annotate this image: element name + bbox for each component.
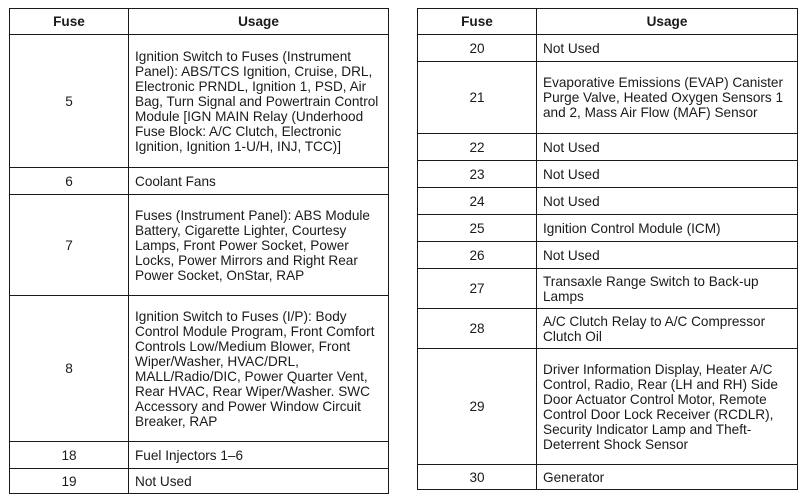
table-row <box>418 35 798 62</box>
fuse-number: 7 <box>10 195 129 296</box>
fuse-number: 21 <box>418 62 537 134</box>
table-row <box>418 188 798 215</box>
left-fuse-table <box>9 8 389 494</box>
fuse-number: 24 <box>418 188 537 215</box>
table-row <box>10 168 389 195</box>
fuse-number: 5 <box>10 35 129 168</box>
table-header-row <box>418 9 798 35</box>
fuse-usage: Generator <box>537 465 798 490</box>
table-row <box>418 349 798 465</box>
fuse-usage: Coolant Fans <box>129 168 389 195</box>
fuse-number: 28 <box>418 309 537 349</box>
fuse-number: 26 <box>418 242 537 269</box>
fuse-usage: Not Used <box>537 188 798 215</box>
fuse-column-header: Fuse <box>10 9 129 35</box>
table-row <box>10 296 389 442</box>
fuse-number: 30 <box>418 465 537 490</box>
table-row <box>10 442 389 469</box>
table-row <box>418 134 798 161</box>
fuse-number: 22 <box>418 134 537 161</box>
fuse-number: 23 <box>418 161 537 188</box>
fuse-usage: Ignition Control Module (ICM) <box>537 215 798 242</box>
fuse-usage: Evaporative Emissions (EVAP) Canister Purge Valve, Heated Oxygen Sensors 1 and 2, Mass Air Flow (MAF) Sensor <box>537 62 798 134</box>
fuse-number: 29 <box>418 349 537 465</box>
right-fuse-table <box>417 8 798 490</box>
fuse-usage: Ignition Switch to Fuses (I/P): Body Control Module Program, Front Comfort Controls Low/Medium Blower, Front Wiper/Washer, HVAC/DRL, MALL/Radio/DIC, Power Quarter Vent, Rear HVAC, Rear Wiper/Washer. SWC Accessory and Power Window Circuit Breaker, RAP <box>129 296 389 442</box>
fuse-usage: Not Used <box>537 134 798 161</box>
fuse-column-header: Fuse <box>418 9 537 35</box>
fuse-usage: Driver Information Display, Heater A/C Control, Radio, Rear (LH and RH) Side Door Actuator Control Motor, Remote Control Door Lock Receiver (RCDLR), Security Indicator Lamp and Theft-Deterrent Shock Sensor <box>537 349 798 465</box>
fuse-number: 8 <box>10 296 129 442</box>
fuse-usage: Not Used <box>129 469 389 494</box>
table-row <box>418 62 798 134</box>
fuse-number: 25 <box>418 215 537 242</box>
fuse-usage: Not Used <box>537 35 798 62</box>
table-row <box>418 309 798 349</box>
table-header-row <box>10 9 389 35</box>
fuse-number: 27 <box>418 269 537 309</box>
table-row <box>418 465 798 490</box>
fuse-number: 19 <box>10 469 129 494</box>
fuse-usage: Not Used <box>537 161 798 188</box>
fuse-usage: Not Used <box>537 242 798 269</box>
table-row <box>418 242 798 269</box>
fuse-usage: Fuses (Instrument Panel): ABS Module Battery, Cigarette Lighter, Courtesy Lamps, Front Power Socket, Power Locks, Power Mirrors and Right Rear Power Socket, OnStar, RAP <box>129 195 389 296</box>
fuse-usage: Ignition Switch to Fuses (Instrument Panel): ABS/TCS Ignition, Cruise, DRL, Electronic PRNDL, Ignition 1, PSD, Air Bag, Turn Signal and Powertrain Control Module [IGN MAIN Relay (Underhood Fuse Block: A/C Clutch, Electronic Ignition, Ignition 1-U/H, INJ, TCC)] <box>129 35 389 168</box>
table-row <box>418 215 798 242</box>
fuse-usage: Transaxle Range Switch to Back-up Lamps <box>537 269 798 309</box>
fuse-usage: Fuel Injectors 1–6 <box>129 442 389 469</box>
fuse-number: 18 <box>10 442 129 469</box>
usage-column-header: Usage <box>537 9 798 35</box>
table-row <box>10 35 389 168</box>
table-row <box>10 469 389 494</box>
table-row <box>10 195 389 296</box>
usage-column-header: Usage <box>129 9 389 35</box>
fuse-number: 6 <box>10 168 129 195</box>
table-row <box>418 269 798 309</box>
fuse-usage: A/C Clutch Relay to A/C Compressor Clutch Oil <box>537 309 798 349</box>
fuse-number: 20 <box>418 35 537 62</box>
table-row <box>418 161 798 188</box>
